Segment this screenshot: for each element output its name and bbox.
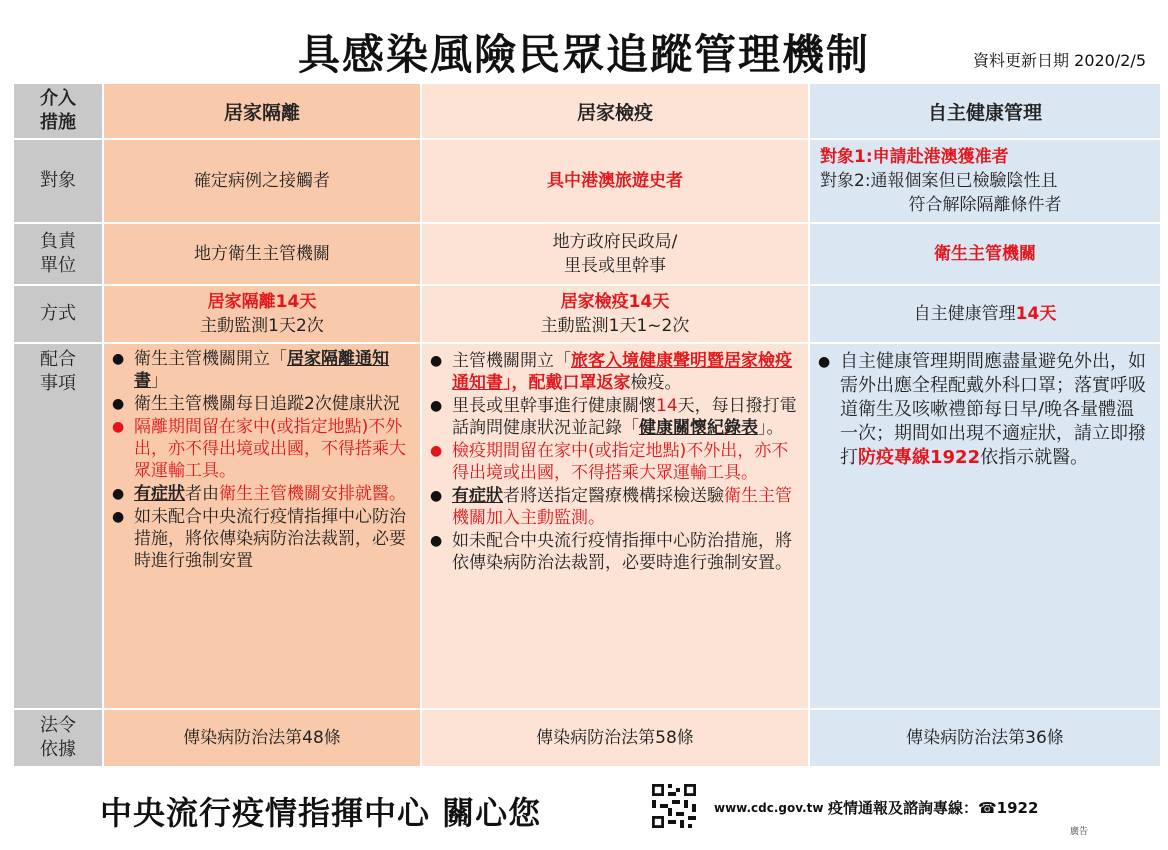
row-label-unit: 負責單位 <box>13 223 103 285</box>
footer-org: 中央流行疫情指揮中心 關心您 <box>100 794 542 832</box>
page-title: 具感染風險民眾追蹤管理機制 <box>297 30 870 79</box>
coop-quarantine <box>421 343 809 709</box>
method-quarantine: 居家檢疫14天 主動監測1天1~2次 <box>421 285 809 343</box>
row-cooperation <box>13 343 1161 709</box>
unit-isolation: 地方衛生主管機關 <box>103 223 421 285</box>
row-label-cooperation: 配合事項 <box>13 343 103 709</box>
method-self-management: 自主健康管理14天 <box>809 285 1161 343</box>
coop-self-management <box>809 343 1161 709</box>
method-isolation: 居家隔離14天 主動監測1天2次 <box>103 285 421 343</box>
target-self-management: 對象1:申請赴港澳獲准者 對象2:通報個案但已檢驗陰性且 符合解除隔離條件者 <box>809 139 1161 223</box>
col-self-health-management: 自主健康管理 <box>809 83 1161 139</box>
list-item: ● 有症狀者由衛生主管機關安排就醫。 <box>134 483 410 505</box>
list-item: ● 衛生主管機關開立「居家隔離通知書」 <box>134 348 410 392</box>
col-home-quarantine: 居家檢疫 <box>421 83 809 139</box>
law-isolation: 傳染病防治法第48條 <box>103 709 421 767</box>
coop-isolation <box>103 343 421 709</box>
list-item: ● 主管機關開立「旅客入境健康聲明暨居家檢疫通知書」，配戴口罩返家檢疫。 <box>452 350 798 394</box>
row-method <box>13 285 1161 343</box>
law-quarantine: 傳染病防治法第58條 <box>421 709 809 767</box>
update-date: 資料更新日期 2020/2/5 <box>973 51 1146 70</box>
list-item: ● 隔離期間留在家中(或指定地點)不外出，亦不得出境或出國，不得搭乘大眾運輸工具。 <box>134 416 410 482</box>
list-item: ● 如未配合中央流行疫情指揮中心防治措施，將依傳染病防治法裁罰，必要時進行強制安置。 <box>452 530 798 574</box>
col-home-isolation: 居家隔離 <box>103 83 421 139</box>
ad-label: 廣告 <box>1070 827 1089 837</box>
list-item: ● 如未配合中央流行疫情指揮中心防治措施，將依傳染病防治法裁罰，必要時進行強制安置 <box>134 506 410 572</box>
list-item: ● 有症狀者將送指定醫療機構採檢送驗衛生主管機關加入主動監測。 <box>452 485 798 529</box>
list-item: ● 檢疫期間留在家中(或指定地點)不外出，亦不得出境或出國，不得搭乘大眾運輸工具。 <box>452 440 798 484</box>
law-self-management: 傳染病防治法第36條 <box>809 709 1161 767</box>
website-link: www.cdc.gov.tw <box>714 801 824 815</box>
target-isolation: 確定病例之接觸者 <box>103 139 421 223</box>
unit-self-management: 衛生主管機關 <box>809 223 1161 285</box>
row-label-law: 法令依據 <box>13 709 103 767</box>
list-item: ● 自主健康管理期間應盡量避免外出，如需外出應全程配戴外科口罩；落實呼吸道衛生及咳嗽禮節每日早/晚各量體溫一次；期間如出現不適症狀，請立即撥打防疫專線1922依指示就醫。 <box>840 350 1150 470</box>
row-responsible-unit <box>13 223 1161 285</box>
row-label-target: 對象 <box>13 139 103 223</box>
hotline: 疫情通報及諮詢專線：☎1922 <box>828 799 1039 817</box>
qr-code-icon <box>652 784 696 828</box>
header-row <box>13 83 1161 139</box>
intervention-header: 介入措施 <box>13 83 103 139</box>
target-quarantine: 具中港澳旅遊史者 <box>421 139 809 223</box>
list-item: ● 衛生主管機關每日追蹤2次健康狀況 <box>134 393 410 415</box>
row-legal-basis <box>13 709 1161 767</box>
row-target <box>13 139 1161 223</box>
tracking-table <box>12 82 1162 768</box>
list-item: ● 里長或里幹事進行健康關懷14天，每日撥打電話詢問健康狀況並記錄「健康關懷紀錄表」。 <box>452 395 798 439</box>
row-label-method: 方式 <box>13 285 103 343</box>
unit-quarantine: 地方政府民政局/ 里長或里幹事 <box>421 223 809 285</box>
